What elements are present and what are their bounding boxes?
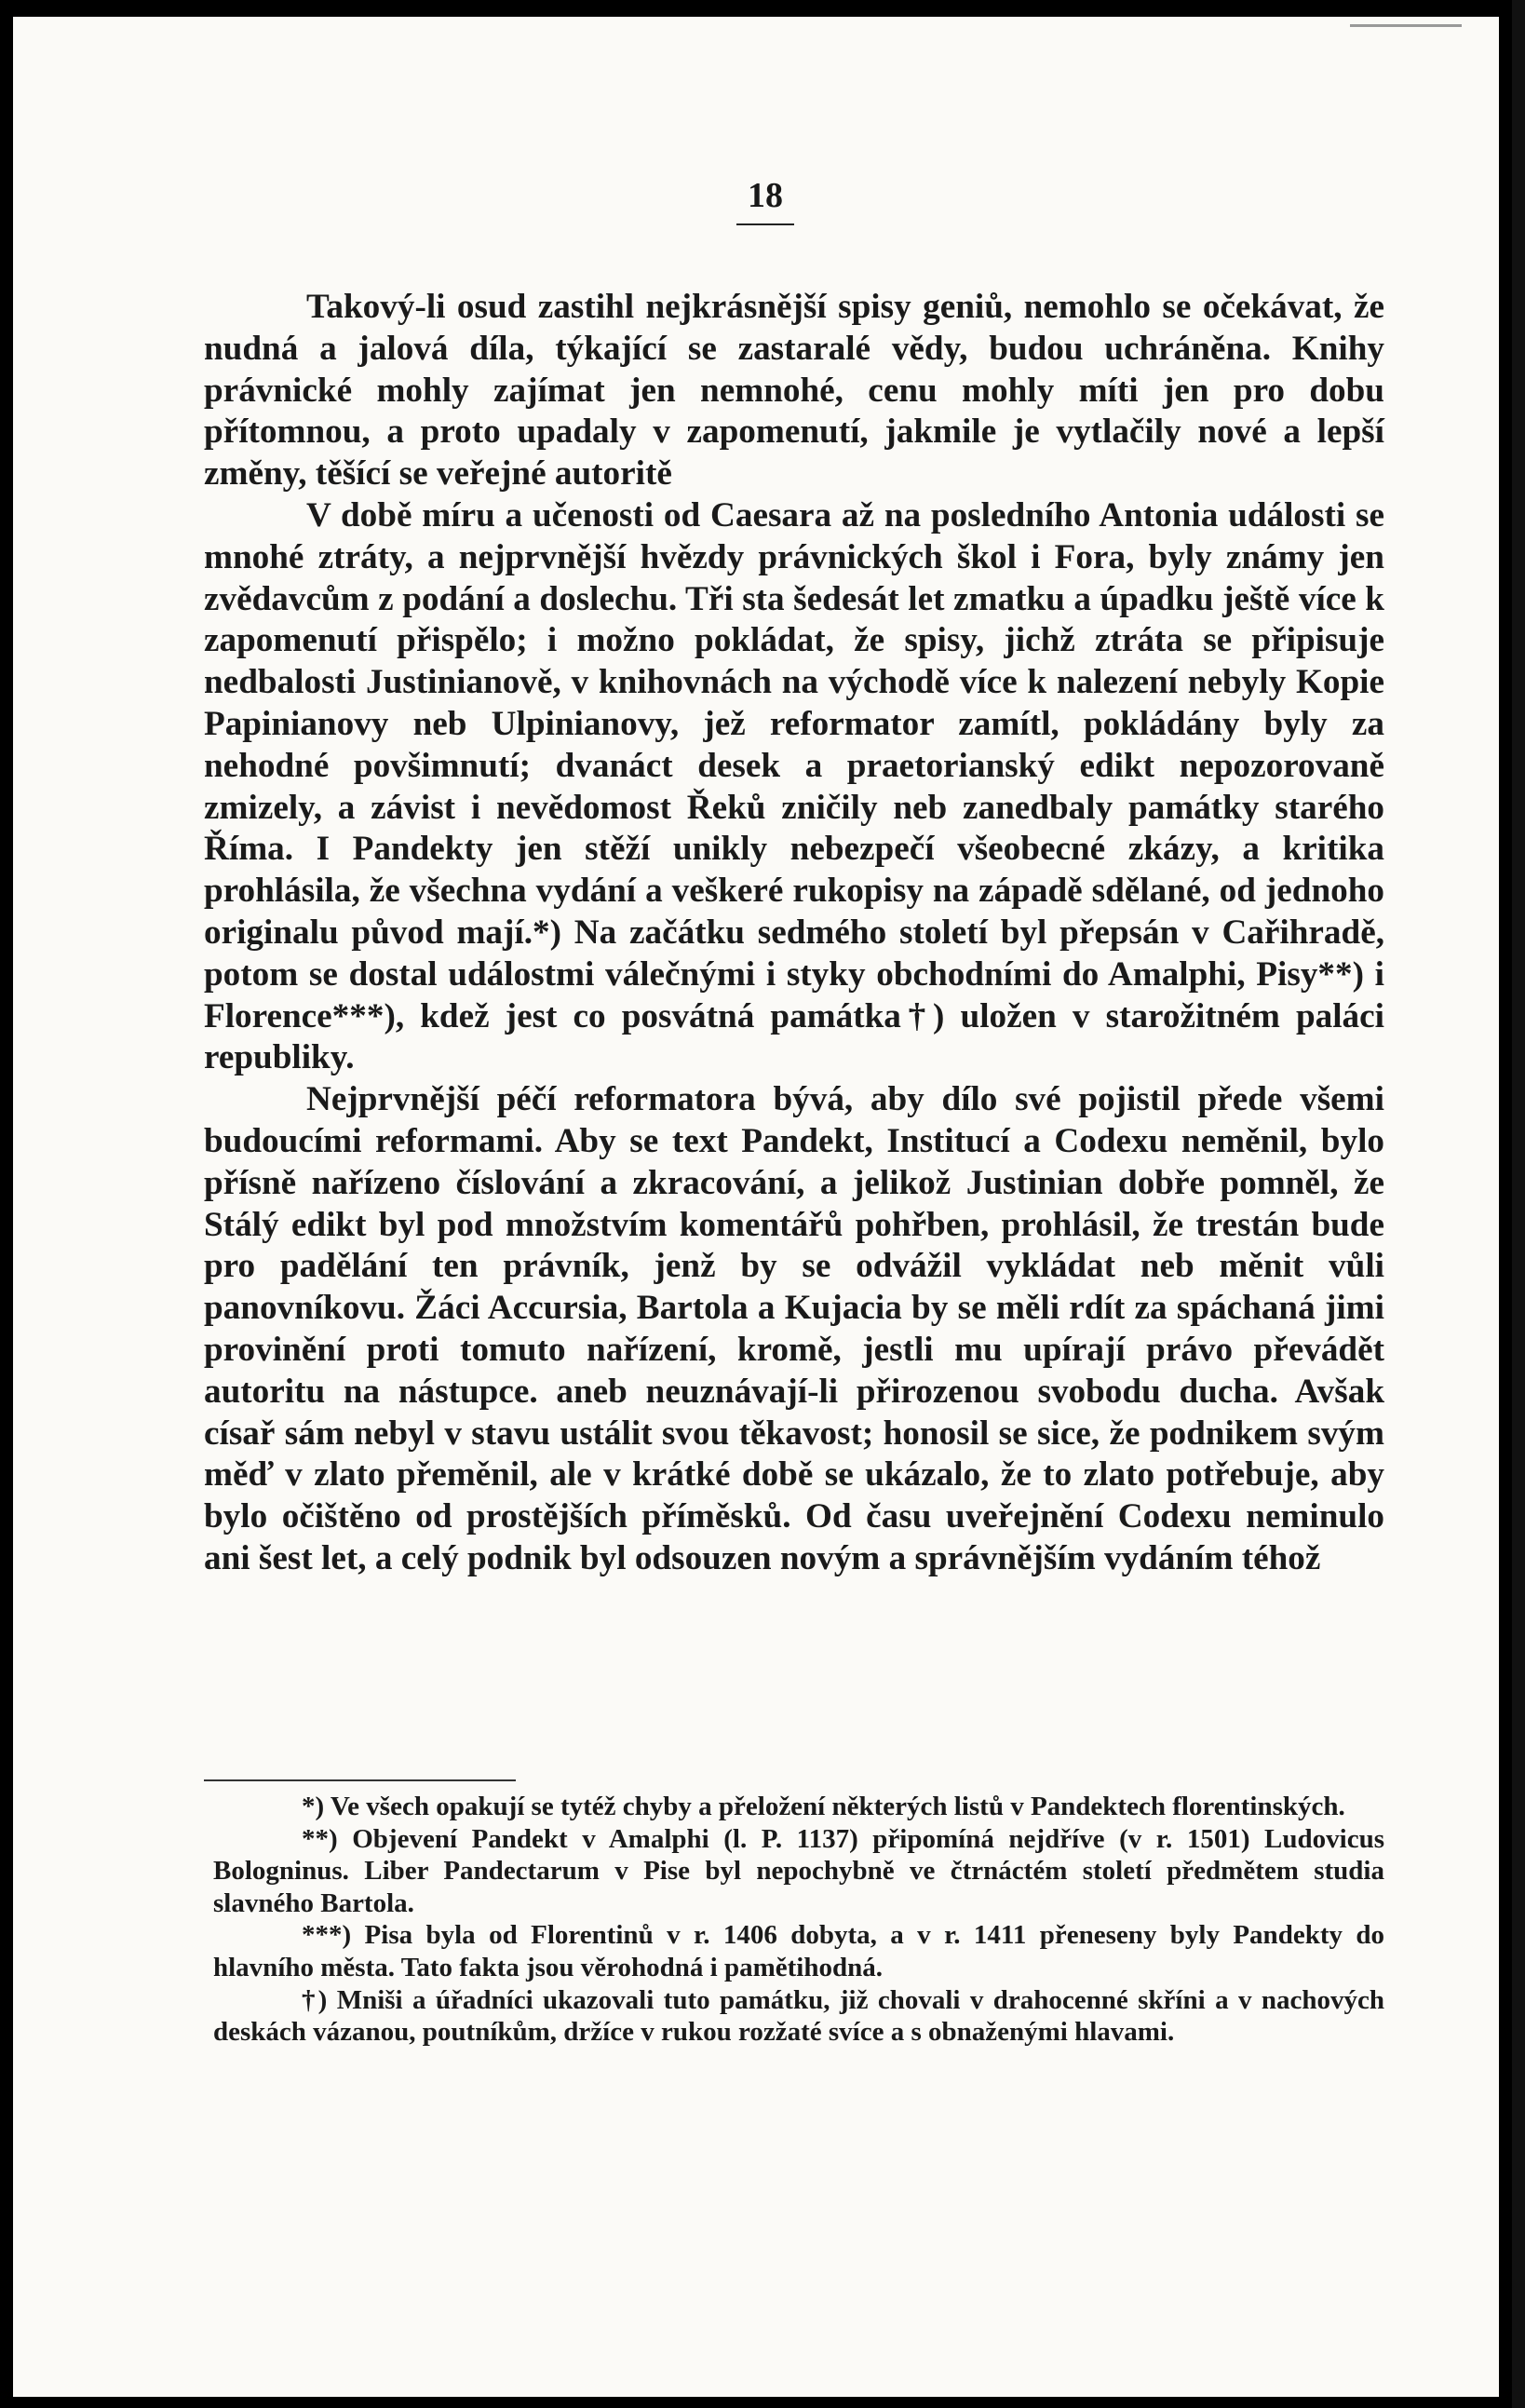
main-text <box>204 287 1384 1580</box>
footnote-4: †) Mniši a úřadníci ukazovali tuto památku, již chovali v drahocenné skříni a v nachových deskách vázanou, poutníkům, držíce v rukou rozžaté svíce a s obnaženými hlavami. <box>213 1984 1384 2048</box>
footnote-1: *) Ve všech opakují se tytéž chyby a přeložení některých listů v Pandektech florentinských. <box>302 1792 1345 1821</box>
scan-edge-mark <box>1350 24 1462 27</box>
footnote-2: **) Objevení Pandekt v Amalphi (l. P. 1137) připomíná nejdříve (v r. 1501) Ludovicus Bologninus. Liber Pandectarum v Pise byl nepochybně ve čtrnáctém století předmětem studia slavného Bartola. <box>213 1823 1384 1918</box>
scanned-page <box>13 17 1499 2397</box>
paragraph-1: Takový-li osud zastihl nejkrásnější spisy geniů, nemohlo se očekávat, že nudná a jalová díla, týkající se zastaralé vědy, budou uchráněna. Knihy právnické mohly zajímat jen nemnohé, cenu mohly míti jen pro dobu přítomnou, a proto upadaly v zapomenutí, jakmile je vytlačily nové a lepší změny, těšící se veřejné autoritě <box>204 288 1384 494</box>
page-number-text: 18 <box>736 175 794 225</box>
paragraph-3: Nejprvnější péčí reformatora bývá, aby dílo své pojistil přede všemi budoucími reformami. Aby se text Pandekt, Institucí a Codexu neměnil, bylo přísně nařízeno číslování a zkracování, a jelikož Justinian dobře pomněl, že Stálý edikt byl pod množstvím komentářů pohřben, prohlásil, že trestán bude pro padělání ten právník, jenž by se odvážil vykládat neb měnit vůli panovníkovu. Žáci Accursia, Bartola a Kujacia by se měli rdít za spáchaná jimi provinění proti tomuto nařízení, kromě, jestli mu upírají právo převádět autoritu na nástupce. aneb neuznávají-li přirozenou svobodu ducha. Avšak císař sám nebyl v stavu ustálit svou těkavost; honosil se sice, že podnikem svým měď v zlato přeměnil, ale v krátké době se ukázalo, že to zlato potřebuje, aby bylo očištěno od prostějších příměsků. Od času uveřejnění Codexu neminulo ani šest let, a celý podnik byl odsouzen novým a správnějším vydáním téhož <box>204 1080 1384 1577</box>
footnote-separator <box>204 1779 516 1781</box>
scan-border <box>1512 0 1525 2408</box>
footnote-3: ***) Pisa byla od Florentinů v r. 1406 dobyta, a v r. 1411 přeneseny byly Pandekty do hlavního města. Tato fakta jsou věrohodná i pamětihodná. <box>213 1920 1384 1982</box>
paragraph-2: V době míru a učenosti od Caesara až na posledního Antonia události se mnohé ztráty, a nejprvnější hvězdy právnických škol i Fora, byly známy jen zvědavcům z podání a doslechu. Tři sta šedesát let zmatku a úpadku ještě více k zapomenutí přispělo; i možno pokládat, že spisy, jichž ztráta se připisuje nedbalosti Justinianově, v knihovnách na východě více k nalezení nebyly Kopie Papinianovy neb Ulpinianovy, jež reformator zamítl, pokládány byly za nehodné povšimnutí; dvanáct desek a praetorianský edikt nepozorovaně zmizely, a závist i nevědomost Řeků zničily neb zanedbaly památky starého Říma. I Pandekty jen stěží unikly nebezpečí všeobecné zkázy, a kritika prohlásila, že všechna vydání a veškeré rukopisy na západě sdělané, od jednoho originalu původ mají.*) Na začátku sedmého století byl přepsán v Cařihradě, potom se dostal událostmi válečnými i styky obchodními do Amalphi, Pisy**) i Florence***), kdež jest co posvátná památka†) uložen v starožitném paláci republiky. <box>204 495 1384 1077</box>
page-number <box>13 175 1499 225</box>
footnotes <box>213 1791 1384 2049</box>
